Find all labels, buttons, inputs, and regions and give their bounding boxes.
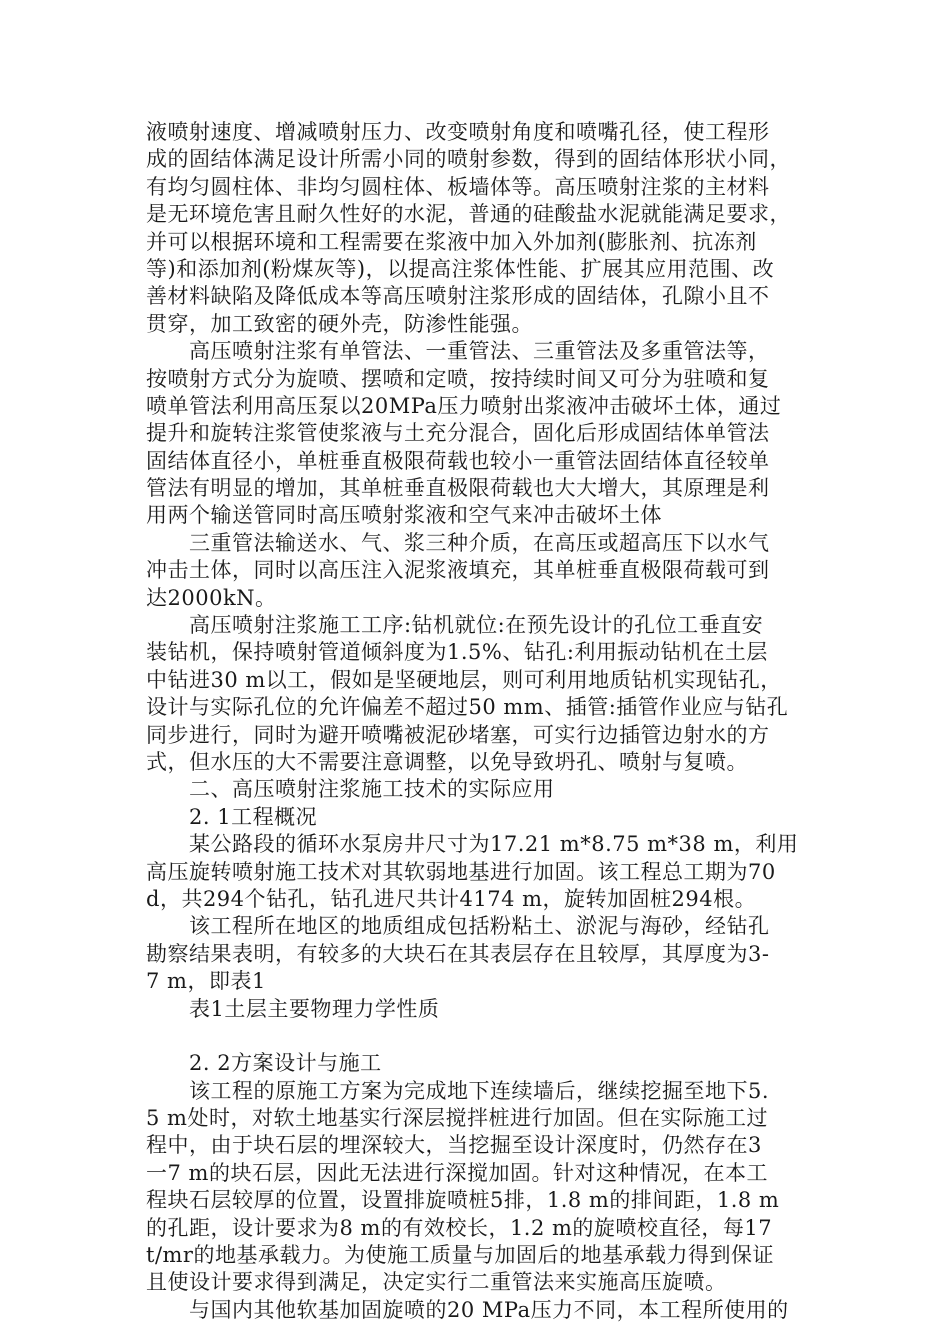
text-line: 喷单管法利用高压泵以20MPa压力喷射出浆液冲击破坏土体，通过	[146, 393, 782, 418]
text-line: 该工程所在地区的地质组成包括粉粘土、淤泥与海砂，经钻孔	[146, 914, 770, 939]
text-line: 勘察结果表明，有较多的大块石在其表层存在且较厚，其厚度为3-	[146, 941, 770, 966]
text-line: 冲击土体，同时以高压注入泥浆液填充，其单桩垂直极限荷载可到	[146, 558, 770, 583]
text-line: 2. 1工程概况	[146, 804, 318, 829]
text-line: 程中，由于块石层的埋深较大，当挖掘至设计深度时，仍然存在3	[146, 1133, 762, 1158]
text-line: 按喷射方式分为旋喷、摆喷和定喷，按持续时间又可分为驻喷和复	[146, 366, 770, 391]
text-line: 有均匀圆柱体、非均匀圆柱体、板墙体等。高压喷射注浆的主材料	[146, 174, 770, 199]
text-line: 同步进行，同时为避开喷嘴被泥砂堵塞，可实行边插管边射水的方	[146, 722, 770, 747]
text-line: 一7 m的块石层，因此无法进行深搅加固。针对这种情况，在本工	[146, 1160, 768, 1185]
text-line: 某公路段的循环水泵房井尺寸为17.21 m*8.75 m*38 m，利用	[146, 832, 799, 857]
text-line: 程块石层较厚的位置，设置排旋喷桩5排，1.8 m的排间距，1.8 m	[146, 1188, 780, 1213]
text-line: 高压喷射注浆施工工序:钻机就位:在预先设计的孔位工垂直安	[146, 613, 764, 638]
text-line: 设计与实际孔位的允许偏差不超过50 mm、插管:插管作业应与钻孔	[146, 695, 789, 720]
text-line: 式，但水压的大不需要注意调整，以免导致坍孔、喷射与复喷。	[146, 749, 748, 774]
text-line: 表1土层主要物理力学性质	[146, 996, 440, 1021]
text-line: 并可以根据环境和工程需要在浆液中加入外加剂(膨胀剂、抗冻剂	[146, 229, 757, 254]
text-line: d，共294个钻孔，钻孔进尺共计4174 m，旋转加固桩294根。	[146, 886, 757, 911]
text-line: 中钻进30 m以工，假如是坚硬地层，则可利用地质钻机实现钻孔，	[146, 667, 782, 692]
text-line: 该工程的原施工方案为完成地下连续墙后，继续挖掘至地下5.	[146, 1078, 770, 1103]
text-line: 等)和添加剂(粉煤灰等)，以提高注浆体性能、扩展其应用范围、改	[146, 256, 775, 281]
text-line: 二、高压喷射注浆施工技术的实际应用	[146, 777, 555, 802]
text-line: t/mr的地基承载力。为使施工质量与加固后的地基承载力得到保证	[146, 1243, 774, 1268]
text-line: 5 m处时，对软土地基实行深层搅拌桩进行加固。但在实际施工过	[146, 1106, 768, 1131]
text-line: 装钻机，保持喷射管道倾斜度为1.5%、钻孔:利用振动钻机在土层	[146, 640, 768, 665]
text-line: 高压喷射注浆有单管法、一重管法、三重管法及多重管法等，	[146, 339, 770, 364]
text-line: 2. 2方案设计与施工	[146, 1051, 382, 1076]
text-line: 的孔距，设计要求为8 m的有效校长，1.2 m的旋喷校直径，每17	[146, 1215, 773, 1240]
blank-line	[146, 1023, 806, 1050]
text-line: 提升和旋转注浆管使浆液与土充分混合，固化后形成固结体单管法	[146, 421, 770, 446]
text-line: 贯穿，加工致密的硬外壳，防渗性能强。	[146, 311, 533, 336]
text-line: 固结体直径小，单桩垂直极限荷载也较小一重管法固结体直径较单	[146, 448, 770, 473]
text-line: 善材料缺陷及降低成本等高压喷射注浆形成的固结体，孔隙小且不	[146, 284, 770, 309]
text-line: 高压旋转喷射施工技术对其软弱地基进行加固。该工程总工期为70	[146, 859, 776, 884]
text-line: 7 m，即表1	[146, 969, 266, 994]
text-line: 是无环境危害且耐久性好的水泥，普通的硅酸盐水泥就能满足要求，	[146, 202, 791, 227]
text-line: 达2000kN。	[146, 585, 277, 610]
text-line: 成的固结体满足设计所需小同的喷射参数，得到的固结体形状小同，	[146, 147, 791, 172]
text-line: 管法有明显的增加，其单桩垂直极限荷载也大大增大，其原理是利	[146, 476, 770, 501]
body-text	[146, 119, 806, 1324]
text-line: 用两个输送管同时高压喷射浆液和空气来冲击破坏土体	[146, 503, 662, 528]
text-line: 液喷射速度、增减喷射压力、改变喷射角度和喷嘴孔径，使工程形	[146, 120, 770, 144]
text-line: 与国内其他软基加固旋喷的20 MPa压力不同，本工程所使用的	[146, 1297, 789, 1322]
text-line: 三重管法输送水、气、浆三种介质，在高压或超高压下以水气	[146, 530, 770, 555]
text-line: 且使设计要求得到满足，决定实行二重管法来实施高压旋喷。	[146, 1270, 727, 1295]
